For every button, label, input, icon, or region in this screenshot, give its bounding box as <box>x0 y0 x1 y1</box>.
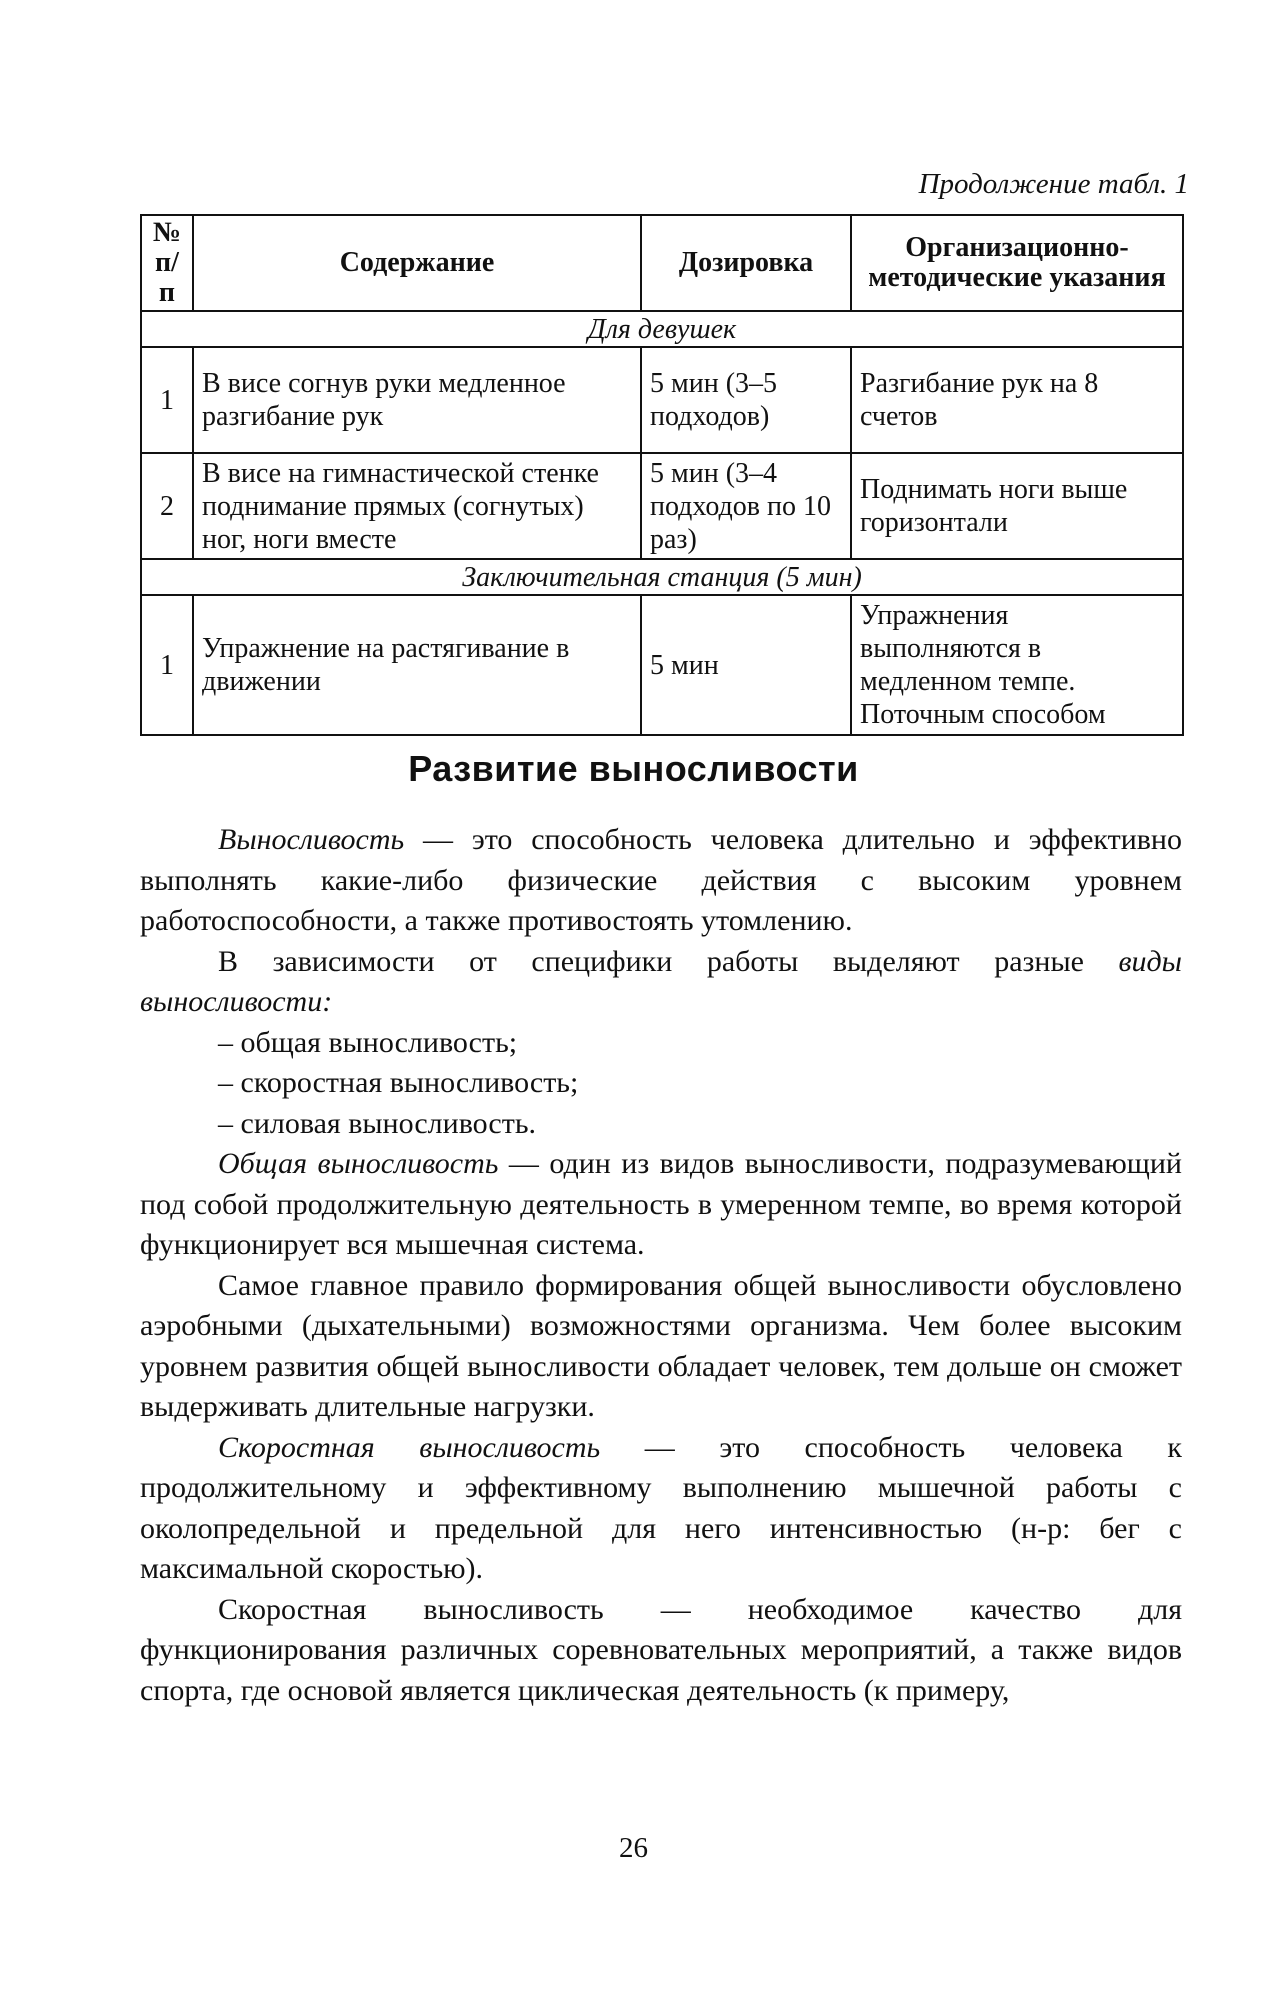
paragraph: Скоростная выносливость — необходимое качество для функционирования различных соревновательных мероприятий, а также видов спорта, где основой является циклическая деятельность (к примеру, <box>140 1592 1182 1707</box>
section-row <box>141 559 1183 595</box>
paragraph: Общая выносливость — один из видов выносливости, подразумевающий под собой продолжительную деятельность в умеренном темпе, во время которой функционирует вся мышечная система. <box>140 1147 1182 1261</box>
section-row <box>141 311 1183 347</box>
paragraph: В зависимости от специфики работы выделяют разные виды выносливости: <box>140 944 1182 1018</box>
table-header-row <box>141 215 1183 311</box>
table-row <box>141 347 1183 453</box>
paragraph: Выносливость — это способность человека длительно и эффективно выполнять какие-либо физические действия с высоким уровнем работоспособности, а также противостоять утомлению. <box>140 823 1182 937</box>
header-notes: Организационно-методические указания <box>851 215 1183 311</box>
section-final: Заключительная станция (5 мин) <box>141 559 1183 595</box>
row-notes: Упражнения выполняются в медленном темпе. Поточным способом <box>851 595 1183 735</box>
table-row <box>141 595 1183 735</box>
list-item: – силовая выносливость. <box>218 1106 537 1140</box>
term: виды выносливости: <box>140 944 1182 1018</box>
term: Выносливость <box>218 823 405 856</box>
list-item: – общая выносливость; <box>218 1025 518 1059</box>
row-content: В висе на гимнастической стенке поднимание прямых (согнутых) ног, ноги вместе <box>193 453 641 559</box>
list-item: – скоростная выносливость; <box>218 1066 579 1099</box>
row-dosage: 5 мин (3–4 подходов по 10 раз) <box>641 453 851 559</box>
header-num: № п/п <box>141 215 193 311</box>
body-text <box>140 820 1182 1711</box>
row-content: Упражнение на растягивание в движении <box>193 595 641 735</box>
row-num: 2 <box>141 453 193 559</box>
page-number: 26 <box>619 1832 648 1864</box>
row-num: 1 <box>141 347 193 453</box>
paragraph: Самое главное правило формирования общей выносливости обусловлено аэробными (дыхательными) возможностями организма. Чем более высоким уровнем развития общей выносливости обладает человек, тем дольше он сможет выдерживать длительные нагрузки. <box>140 1268 1182 1423</box>
header-dosage: Дозировка <box>641 215 851 311</box>
table-caption: Продолжение табл. 1 <box>918 168 1189 200</box>
term: Скоростная выносливость <box>218 1430 601 1464</box>
row-content: В висе согнув руки медленное разгибание рук <box>193 347 641 453</box>
section-title: Развитие выносливости <box>408 748 859 789</box>
row-notes: Разгибание рук на 8 счетов <box>851 347 1183 453</box>
exercise-table <box>140 214 1184 736</box>
row-dosage: 5 мин (3–5 подходов) <box>641 347 851 453</box>
term: Общая выносливость <box>218 1147 499 1180</box>
table-row <box>141 453 1183 559</box>
section-girls: Для девушек <box>141 311 1183 347</box>
row-notes: Поднимать ноги выше горизонтали <box>851 453 1183 559</box>
row-dosage: 5 мин <box>641 595 851 735</box>
row-num: 1 <box>141 595 193 735</box>
header-content: Содержание <box>193 215 641 311</box>
paragraph: Скоростная выносливость — это способность человека к продолжительному и эффективному выполнению мышечной работы с околопредельной и предельной для него интенсивностью (н-р: бег с максимальной скоростью). <box>140 1430 1183 1585</box>
